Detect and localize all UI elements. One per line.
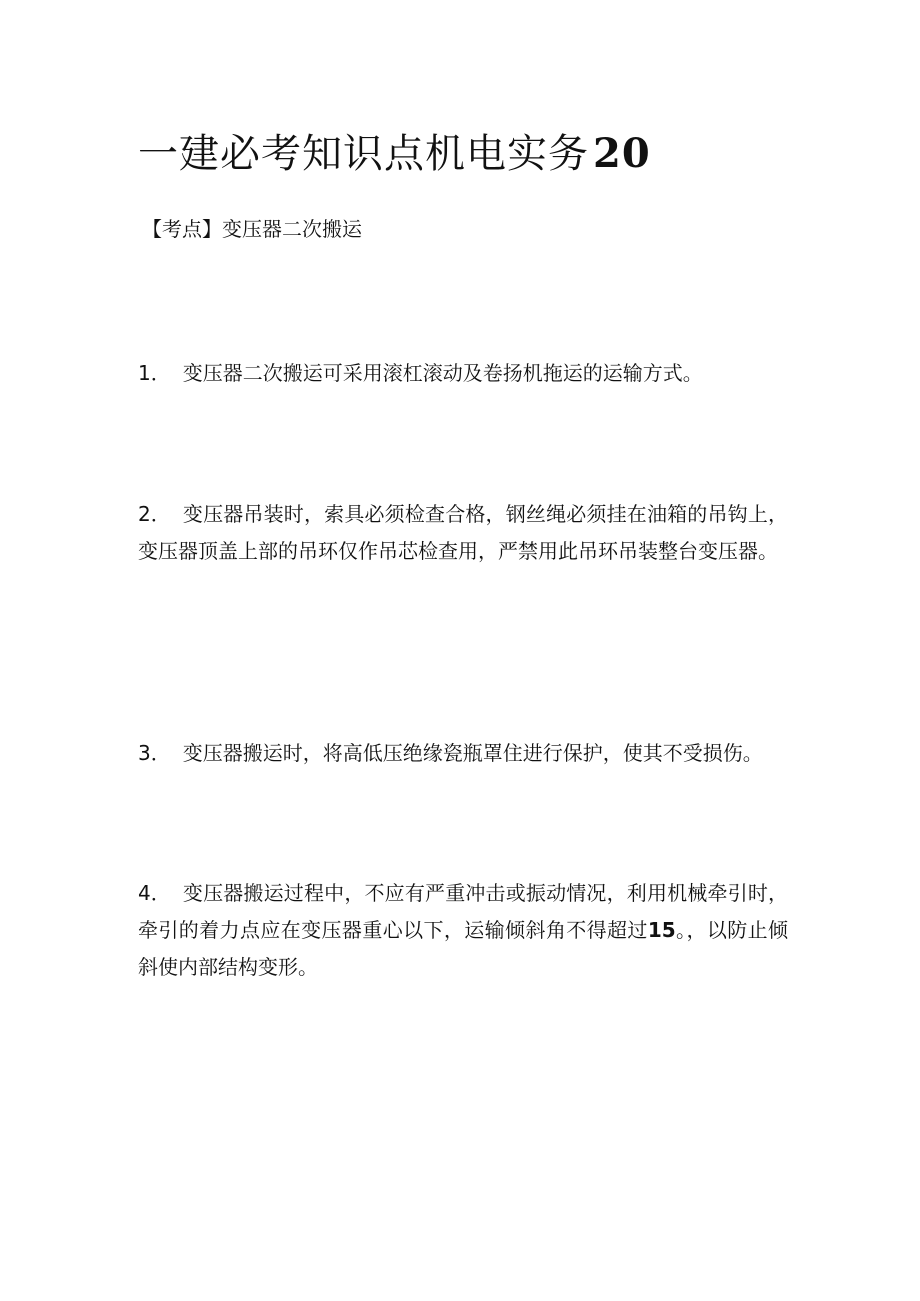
list-item-1-marker: 1． (138, 361, 171, 385)
list-item-3-text: 变压器搬运时，将高低压绝缘瓷瓶罩住进行保护，使其不受损伤。 (182, 741, 763, 765)
document-title-number: 20 (593, 130, 651, 177)
list-item-4-marker: 4． (138, 881, 171, 905)
list-item-2-marker: 2． (138, 502, 171, 526)
document-title-text: 一建必考知识点机电实务 (138, 131, 589, 177)
list-item-3 (138, 735, 818, 772)
list-item-2 (138, 496, 788, 570)
topic-heading: 【考点】变压器二次搬运 (142, 217, 362, 241)
list-item-1 (138, 355, 788, 392)
list-item-3-marker: 3． (138, 741, 171, 765)
document-title (138, 128, 651, 180)
list-item-1-text: 变压器二次搬运可采用滚杠滚动及卷扬机拖运的运输方式。 (182, 361, 703, 385)
list-item-4-text-before: 变压器搬运过程中，不应有严重冲击或振动情况，利用机械牵引时，牵引的着力点应在变压器重心以下，运输倾斜角不得超过 (138, 881, 788, 942)
list-item-4-text-after: 。，以防止倾斜使内部结构变形。 (138, 918, 789, 979)
list-item-2-text: 变压器吊装时，索具必须检查合格，钢丝绳必须挂在油箱的吊钩上，变压器顶盖上部的吊环仅作吊芯检查用，严禁用此吊环吊装整台变压器。 (138, 502, 788, 563)
tilt-angle-value: 15 (647, 918, 676, 942)
list-item-4 (138, 875, 788, 986)
